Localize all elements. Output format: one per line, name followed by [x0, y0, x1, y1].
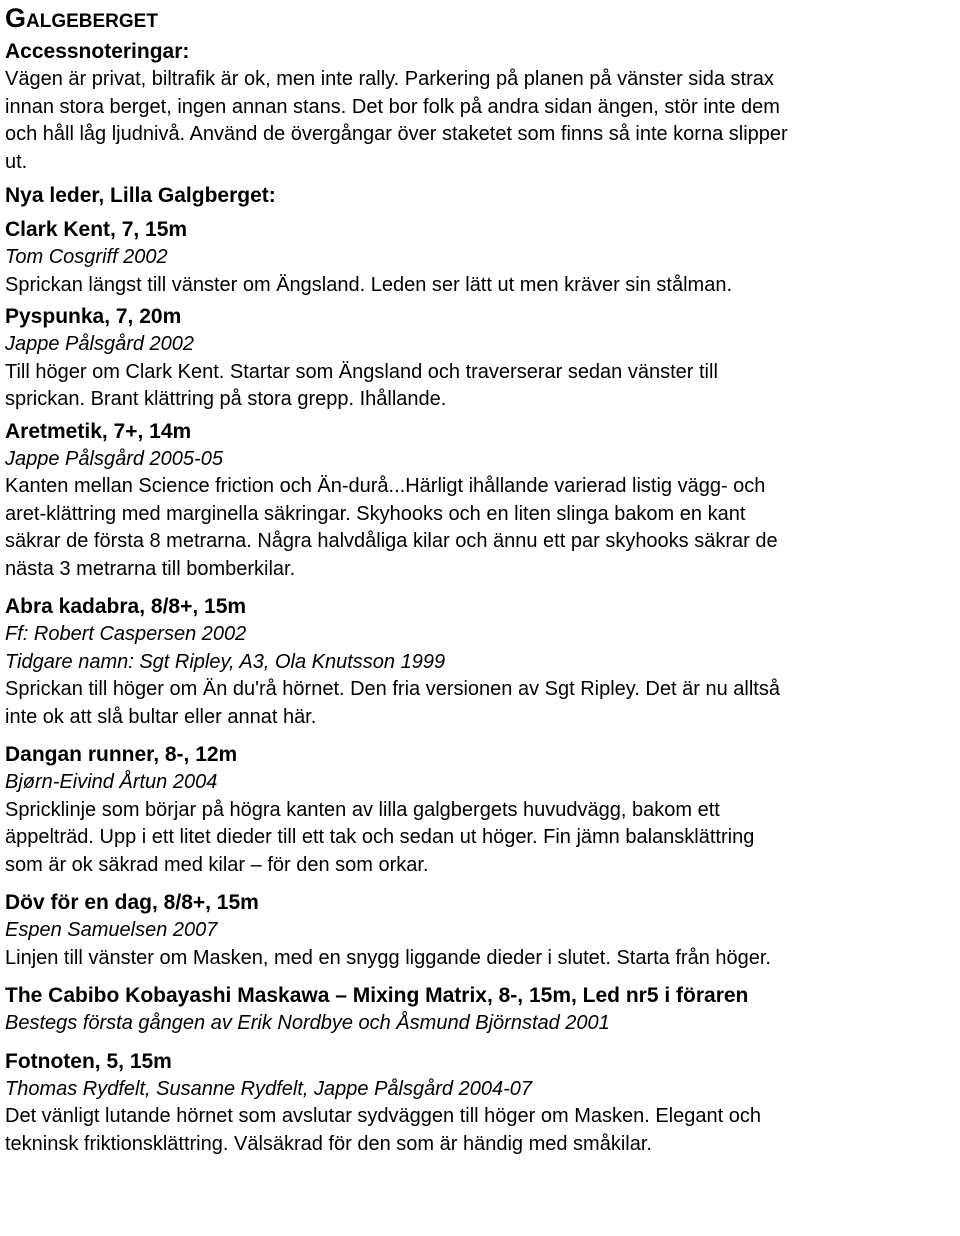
route-entry — [5, 418, 955, 584]
route-entry — [5, 1048, 955, 1159]
route-description: Spricklinje som börjar på högra kanten av lilla galgbergets huvudvägg, bakom ett — [5, 798, 720, 821]
route-title: The Cabibo Kobayashi Maskawa – Mixing Matrix, 8-, 15m, Led nr5 i föraren — [5, 984, 749, 1007]
route-author: Bestegs första gången av Erik Nordbye och Åsmund Björnstad 2001 — [5, 1012, 610, 1034]
access-line: Vägen är privat, biltrafik är ok, men inte rally. Parkering på planen på vänster sida strax — [5, 68, 774, 90]
route-description: Det vänligt lutande hörnet som avslutar sydväggen till höger om Masken. Elegant och — [5, 1105, 761, 1127]
access-heading: Accessnoteringar: — [5, 40, 190, 63]
route-description: tekninsk friktionsklättring. Välsäkrad för den som är händig med småkilar. — [5, 1132, 652, 1155]
route-description: nästa 3 metrarna till bomberkilar. — [5, 557, 296, 580]
route-description: Sprickan till höger om Än du'rå hörnet. Den fria versionen av Sgt Ripley. Det är nu alltså — [5, 678, 780, 700]
document-page — [5, 0, 955, 1162]
route-author: Ff: Robert Caspersen 2002 — [5, 623, 247, 645]
route-author: Bjørn-Eivind Årtun 2004 — [5, 771, 218, 793]
access-line: och håll låg ljudnivå. Använd de övergångar över staketet som finns så inte korna slipper — [5, 123, 788, 145]
route-author: Jappe Pålsgård 2005-05 — [5, 447, 223, 470]
route-title: Pyspunka, 7, 20m — [5, 305, 182, 328]
route-title: Abra kadabra, 8/8+, 15m — [5, 595, 247, 618]
route-description: Linjen till vänster om Masken, med en snygg liggande dieder i slutet. Starta från höger. — [5, 946, 771, 969]
route-author: Espen Samuelsen 2007 — [5, 919, 218, 941]
route-entry — [5, 982, 955, 1038]
route-title: Dangan runner, 8-, 12m — [5, 743, 238, 766]
access-notes — [5, 66, 955, 176]
access-line: ut. — [5, 150, 28, 173]
new-routes-heading: Nya leder, Lilla Galgberget: — [5, 184, 276, 207]
route-description: Till höger om Clark Kent. Startar som Ängsland och traverserar sedan vänster till — [5, 360, 718, 383]
route-entry — [5, 303, 955, 414]
route-author: Thomas Rydfelt, Susanne Rydfelt, Jappe Pålsgård 2004-07 — [5, 1077, 532, 1100]
route-title: Döv för en dag, 8/8+, 15m — [5, 891, 259, 914]
page-title: Galgeberget — [5, 3, 158, 33]
route-description: säkrar de första 8 metrarna. Några halvdåliga kilar och ännu ett par skyhooks säkrar de — [5, 530, 778, 552]
route-entry — [5, 216, 955, 299]
access-line: innan stora berget, ingen annan stans. Det bor folk på andra sidan ängen, stör inte dem — [5, 95, 780, 118]
route-former-name: Tidgare namn: Sgt Ripley, A3, Ola Knutsson 1999 — [5, 650, 446, 673]
route-description: Kanten mellan Science friction och Än-durå...Härligt ihållande varierad listig vägg- och — [5, 475, 766, 497]
route-entry — [5, 741, 955, 879]
route-author: Jappe Pålsgård 2002 — [5, 333, 195, 355]
route-entry — [5, 889, 955, 972]
route-description: äppelträd. Upp i ett litet dieder till ett tak och sedan ut höger. Fin jämn balansklättring — [5, 826, 755, 848]
route-title: Fotnoten, 5, 15m — [5, 1049, 172, 1073]
route-description: aret-klättring med marginella säkringar. Skyhooks och en liten slinga bakom en kant — [5, 502, 746, 525]
route-description: inte ok att slå bultar eller annat här. — [5, 705, 317, 728]
route-entry — [5, 593, 955, 731]
route-description: Sprickan längst till vänster om Ängsland. Leden ser lätt ut men kräver sin stålman. — [5, 273, 733, 296]
route-title: Clark Kent, 7, 15m — [5, 218, 188, 241]
route-description: som är ok säkrad med kilar – för den som orkar. — [5, 853, 429, 876]
route-description: sprickan. Brant klättring på stora grepp. Ihållande. — [5, 388, 447, 410]
route-title: Aretmetik, 7+, 14m — [5, 419, 192, 443]
route-author: Tom Cosgriff 2002 — [5, 246, 168, 268]
